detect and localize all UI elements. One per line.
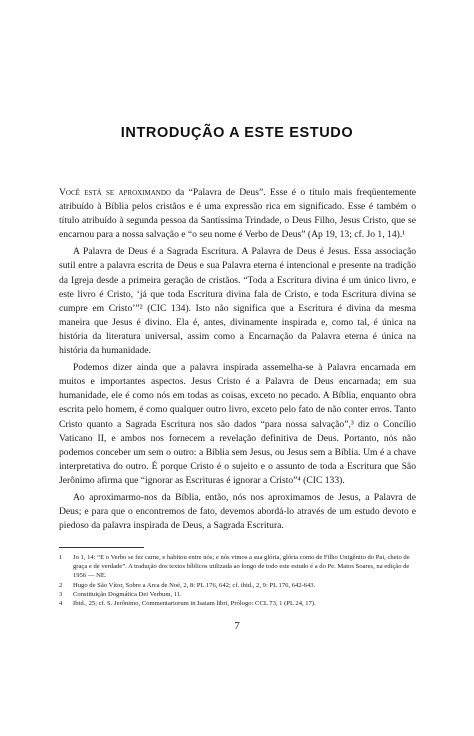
footnote	[59, 581, 416, 590]
footnote-text: Hugo de São Vítor, Sobre a Arca de Noé, 2, 8: PL 176, 642; cf. ibid., 2, 9: PL 176, 642-643.	[73, 581, 316, 589]
paragraph-1	[59, 186, 416, 242]
footnote-number: 2	[59, 581, 63, 589]
paragraph-2: A Palavra de Deus é a Sagrada Escritura. A Palavra de Deus é Jesus. Essa associação sutil entre a palavra escrita de Deus e sua Palavra eterna é intencional e presente na tradição da Igreja desde a primeira geração de cristãos. “Toda a Escritura divina é um único livro, e este livro é Cristo, ‘já que toda Escritura divina fala de Cristo, e toda Escritura divina se cumpre em Cristo’”² (CIC 134). Isto não significa que a Escritura é divina da mesma maneira que Jesus é divino. Ela é, antes, divinamente inspirada e, como tal, é única na história da literatura universal, assim como a Encarnação da Palavra eterna é única na história da humanidade.	[59, 246, 416, 357]
footnote-number: 3	[59, 590, 63, 598]
footnote-number: 4	[59, 600, 63, 608]
footnote	[59, 553, 416, 581]
footnote	[59, 590, 416, 599]
footnote-text: Jo 1, 14: “E o Verbo se fez carne, e habitou entre nós; e nós vimos a sua glória, glória como de Filho Unigênito do Pai, cheio de graça e de verdade”. A tradução dos textos bíblicos utilizada ao longo de todo este estudo é a do Pe. Matos Soares, na edição de 1956 — NE.	[73, 554, 410, 580]
paragraph-1-text: da “Palavra de Deus”. Esse é o título mais freqüentemente atribuído à Bíblia pelos cristãos e é uma expressão rica em significado. Esse é também o título atribuído à segunda pessoa da Santíssima Trindade, o Deus Filho, Jesus Cristo, que se encarnou para a nossa salvação e “o seu nome é Verbo de Deus” (Ap 19, 13; cf. Jo 1, 14).¹	[59, 187, 417, 241]
paragraph-4: Ao aproximarmo-nos da Bíblia, então, nós nos aproximamos de Jesus, a Palavra de Deus; e para que o encontremos de fato, devemos abordá-lo através de um estudo devoto e piedoso da palavra inspirada de Deus, a Sagrada Escritura.	[59, 491, 416, 532]
paragraph-3: Podemos dizer ainda que a palavra inspirada assemelha-se à Palavra encarnada em muitos e importantes aspectos. Jesus Cristo é a Palavra de Deus encarnada; em sua humanidade, ele é como nós em todas as coisas, exceto no pecado. A Bíblia, enquanto obra escrita pelo homem, é como qualquer outro livro, exceto pelo fato de não conter erros. Tanto Cristo quanto a Sagrada Escritura nos são dados “para nossa salvação”,³ diz o Concílio Vaticano II, e ambos nos fornecem a revelação definitiva de Deus. Portanto, nós não podemos conceber um sem o outro: a Bíblia sem Jesus, ou Jesus sem a Bíblia. Um é a chave interpretativa do outro. É porque Cristo é o sujeito e o assunto de toda a Escritura que São Jerônimo afirma que “ignorar as Escrituras é ignorar a Cristo”⁴ (CIC 133).	[59, 362, 416, 486]
footnote-text: Constituição Dogmática Dei Verbum, 11.	[73, 590, 182, 598]
footnote-divider	[59, 547, 144, 548]
footnote-number: 1	[59, 554, 63, 561]
body-text	[59, 186, 416, 536]
chapter-title: INTRODUÇÃO A ESTE ESTUDO	[120, 125, 354, 141]
footnote	[59, 599, 416, 608]
footnote-text: Ibid., 25; cf. S. Jerônimo, Commentariorum in Isaiam libri, Prólogo: CCL 73, 1 (PL 24, 17).	[73, 600, 316, 608]
page-number: 7	[234, 620, 240, 632]
paragraph-1-lead: Você está se aproximando	[59, 187, 171, 198]
footnotes	[59, 553, 416, 608]
